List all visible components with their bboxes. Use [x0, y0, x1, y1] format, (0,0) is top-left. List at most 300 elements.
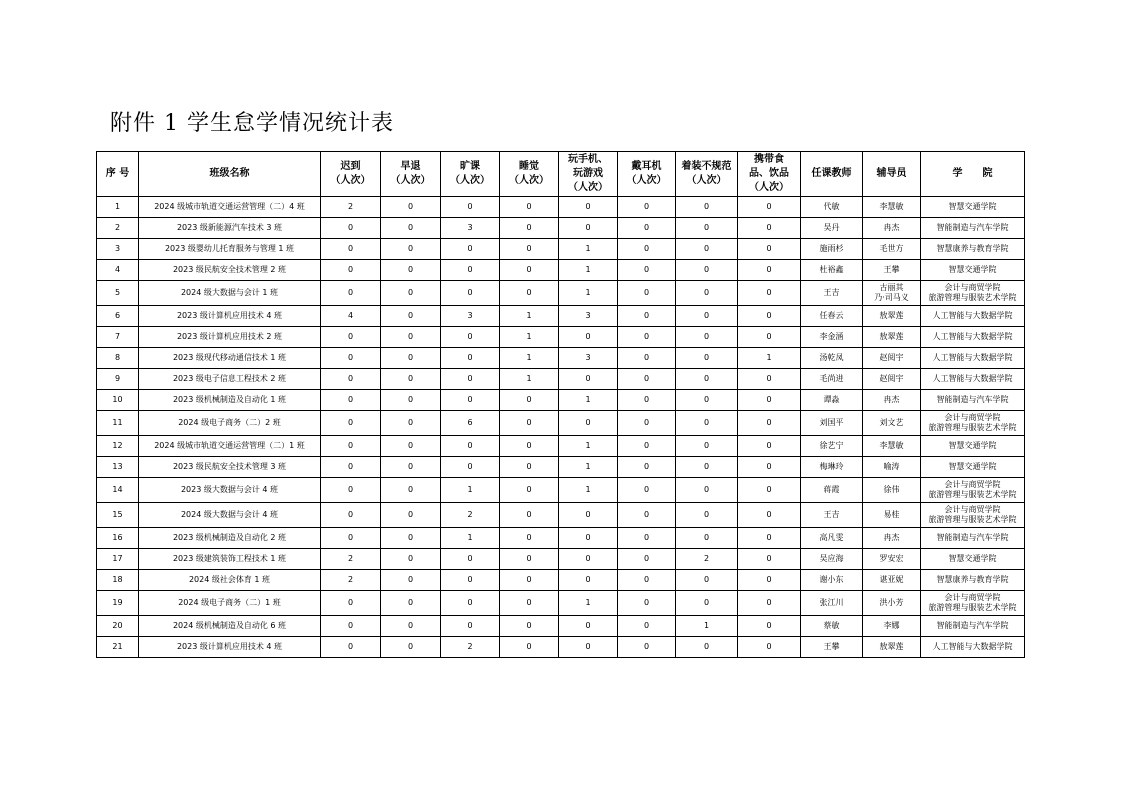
- cell-earphones: 0: [618, 239, 676, 260]
- cell-counselor-line: 李娜: [883, 621, 900, 630]
- cell-teacher-line: 谢小东: [819, 575, 844, 584]
- cell-dress-code: 0: [676, 591, 738, 616]
- col-header-dress-code: [676, 152, 738, 197]
- cell-food-drink: 0: [738, 218, 801, 239]
- cell-college-line: 人工智能与大数据学院: [932, 353, 1013, 362]
- cell-earphones: 0: [618, 457, 676, 478]
- cell-counselor-line: 敖翠莲: [879, 642, 904, 651]
- cell-earphones: 0: [618, 591, 676, 616]
- cell-counselor: [863, 637, 921, 658]
- cell-sleeping: 1: [500, 348, 559, 369]
- cell-counselor-line: 古丽其: [879, 283, 904, 292]
- cell-food-drink: 0: [738, 436, 801, 457]
- col-header-sleeping: [500, 152, 559, 197]
- header-text: 携带食: [754, 154, 784, 165]
- col-header-teacher: [801, 152, 863, 197]
- cell-earphones: 0: [618, 436, 676, 457]
- cell-food-drink: 0: [738, 637, 801, 658]
- cell-college: [921, 616, 1025, 637]
- cell-sleeping: 0: [500, 281, 559, 306]
- cell-college: [921, 197, 1025, 218]
- header-text: （人次）: [509, 175, 549, 186]
- cell-college: [921, 306, 1025, 327]
- cell-college: [921, 411, 1025, 436]
- cell-class-name: 2023 级计算机应用技术 4 班: [139, 637, 321, 658]
- cell-class-name: 2023 级建筑装饰工程技术 1 班: [139, 549, 321, 570]
- cell-truancy: 0: [441, 348, 500, 369]
- cell-teacher: [801, 218, 863, 239]
- cell-phone-games: 1: [559, 457, 618, 478]
- cell-truancy: 3: [441, 218, 500, 239]
- cell-sleeping: 0: [500, 260, 559, 281]
- cell-food-drink: 0: [738, 281, 801, 306]
- cell-no: 15: [97, 503, 139, 528]
- cell-counselor-line: 李慧敏: [879, 202, 904, 211]
- cell-truancy: 0: [441, 616, 500, 637]
- cell-phone-games: 0: [559, 503, 618, 528]
- cell-teacher-line: 毛尚进: [819, 374, 844, 383]
- cell-sleeping: 0: [500, 218, 559, 239]
- cell-sleeping: 0: [500, 591, 559, 616]
- cell-college: [921, 591, 1025, 616]
- cell-teacher: [801, 306, 863, 327]
- cell-dress-code: 0: [676, 390, 738, 411]
- cell-teacher: [801, 570, 863, 591]
- table-row: [97, 218, 1025, 239]
- cell-earphones: 0: [618, 411, 676, 436]
- cell-teacher: [801, 369, 863, 390]
- cell-truancy: 0: [441, 457, 500, 478]
- cell-no: 21: [97, 637, 139, 658]
- cell-phone-games: 0: [559, 549, 618, 570]
- cell-counselor-line: 赵阅宇: [879, 374, 904, 383]
- cell-college-line: 智能制造与汽车学院: [936, 223, 1009, 232]
- cell-sleeping: 0: [500, 478, 559, 503]
- cell-earphones: 0: [618, 369, 676, 390]
- cell-college-line: 会计与商贸学院: [944, 480, 1001, 489]
- cell-phone-games: 0: [559, 218, 618, 239]
- cell-college-line: 智能制造与汽车学院: [936, 621, 1009, 630]
- cell-counselor: [863, 591, 921, 616]
- cell-dress-code: 0: [676, 637, 738, 658]
- header-text: 辅导员: [876, 168, 907, 179]
- col-header-earphones: [618, 152, 676, 197]
- table-row: [97, 436, 1025, 457]
- cell-class-name: 2023 级机械制造及自动化 1 班: [139, 390, 321, 411]
- cell-truancy: 1: [441, 528, 500, 549]
- table-row: [97, 637, 1025, 658]
- cell-teacher: [801, 197, 863, 218]
- cell-teacher-line: 张江川: [819, 598, 844, 607]
- cell-truancy: 0: [441, 197, 500, 218]
- table-row: [97, 306, 1025, 327]
- cell-dress-code: 0: [676, 306, 738, 327]
- cell-college-line: 旅游管理与服装艺术学院: [928, 423, 1017, 432]
- table-row: [97, 570, 1025, 591]
- header-text: 品、饮品: [749, 168, 789, 179]
- cell-college-line: 旅游管理与服装艺术学院: [928, 603, 1017, 612]
- cell-phone-games: 0: [559, 411, 618, 436]
- cell-early-leave: 0: [381, 369, 441, 390]
- cell-college-line: 旅游管理与服装艺术学院: [928, 293, 1017, 302]
- table-row: [97, 348, 1025, 369]
- cell-phone-games: 1: [559, 478, 618, 503]
- cell-college-line: 会计与商贸学院: [944, 413, 1001, 422]
- cell-food-drink: 0: [738, 591, 801, 616]
- header-text: （人次）: [749, 182, 789, 193]
- cell-teacher-line: 代敏: [823, 202, 840, 211]
- cell-sleeping: 0: [500, 411, 559, 436]
- cell-phone-games: 0: [559, 637, 618, 658]
- cell-counselor: [863, 197, 921, 218]
- cell-teacher-line: 任春云: [819, 311, 844, 320]
- cell-truancy: 0: [441, 549, 500, 570]
- cell-late: 0: [321, 327, 381, 348]
- cell-college-line: 人工智能与大数据学院: [932, 642, 1013, 651]
- cell-class-name: 2023 级现代移动通信技术 1 班: [139, 348, 321, 369]
- cell-no: 4: [97, 260, 139, 281]
- cell-phone-games: 1: [559, 239, 618, 260]
- cell-early-leave: 0: [381, 218, 441, 239]
- cell-sleeping: 0: [500, 390, 559, 411]
- cell-no: 7: [97, 327, 139, 348]
- cell-late: 2: [321, 549, 381, 570]
- cell-earphones: 0: [618, 197, 676, 218]
- cell-counselor-line: 冉杰: [883, 395, 900, 404]
- cell-teacher: [801, 549, 863, 570]
- cell-college: [921, 348, 1025, 369]
- table-row: [97, 478, 1025, 503]
- cell-class-name: 2023 级计算机应用技术 4 班: [139, 306, 321, 327]
- header-text: 班级名称: [209, 168, 250, 179]
- cell-counselor: [863, 390, 921, 411]
- cell-college: [921, 528, 1025, 549]
- cell-sleeping: 0: [500, 239, 559, 260]
- cell-phone-games: 1: [559, 281, 618, 306]
- cell-phone-games: 1: [559, 436, 618, 457]
- header-text: （人次）: [568, 182, 608, 193]
- cell-counselor: [863, 457, 921, 478]
- cell-teacher: [801, 327, 863, 348]
- cell-college: [921, 239, 1025, 260]
- cell-college: [921, 457, 1025, 478]
- cell-early-leave: 0: [381, 436, 441, 457]
- cell-counselor-line: 刘文艺: [879, 418, 904, 427]
- cell-late: 0: [321, 411, 381, 436]
- cell-counselor: [863, 549, 921, 570]
- cell-counselor-line: 罗安宏: [879, 554, 904, 563]
- cell-no: 2: [97, 218, 139, 239]
- cell-late: 2: [321, 197, 381, 218]
- header-text: 睡觉: [519, 161, 539, 172]
- cell-earphones: 0: [618, 281, 676, 306]
- cell-dress-code: 0: [676, 369, 738, 390]
- cell-teacher-line: 王攀: [823, 642, 840, 651]
- table-row: [97, 528, 1025, 549]
- cell-college-line: 智慧交通学院: [948, 441, 997, 450]
- cell-truancy: 0: [441, 239, 500, 260]
- cell-teacher: [801, 348, 863, 369]
- cell-food-drink: 0: [738, 570, 801, 591]
- cell-teacher-line: 徐艺宁: [819, 441, 844, 450]
- header-text: 迟到: [340, 161, 361, 172]
- cell-early-leave: 0: [381, 197, 441, 218]
- cell-early-leave: 0: [381, 616, 441, 637]
- cell-food-drink: 1: [738, 348, 801, 369]
- cell-no: 10: [97, 390, 139, 411]
- cell-college-line: 智慧交通学院: [948, 554, 997, 563]
- cell-college-line: 会计与商贸学院: [944, 283, 1001, 292]
- cell-teacher-line: 吴应海: [819, 554, 844, 563]
- cell-food-drink: 0: [738, 239, 801, 260]
- cell-earphones: 0: [618, 570, 676, 591]
- cell-college-line: 智慧康养与教育学院: [936, 575, 1009, 584]
- cell-class-name: 2023 级民航安全技术管理 3 班: [139, 457, 321, 478]
- cell-counselor: [863, 218, 921, 239]
- cell-counselor: [863, 260, 921, 281]
- header-text: 学 院: [952, 168, 993, 179]
- cell-class-name: 2024 级电子商务（二）2 班: [139, 411, 321, 436]
- cell-truancy: 0: [441, 260, 500, 281]
- cell-truancy: 2: [441, 637, 500, 658]
- cell-college: [921, 390, 1025, 411]
- cell-food-drink: 0: [738, 616, 801, 637]
- cell-teacher: [801, 260, 863, 281]
- cell-late: 0: [321, 239, 381, 260]
- cell-teacher-line: 王吉: [823, 510, 840, 519]
- cell-counselor-line: 冉杰: [883, 223, 900, 232]
- cell-phone-games: 1: [559, 390, 618, 411]
- cell-counselor: [863, 616, 921, 637]
- cell-class-name: 2023 级新能源汽车技术 3 班: [139, 218, 321, 239]
- cell-teacher: [801, 411, 863, 436]
- cell-teacher-line: 汤乾凤: [819, 353, 844, 362]
- cell-counselor-line: 乃·司马义: [874, 293, 909, 302]
- cell-no: 6: [97, 306, 139, 327]
- cell-sleeping: 0: [500, 197, 559, 218]
- cell-class-name: 2024 级机械制造及自动化 6 班: [139, 616, 321, 637]
- cell-phone-games: 0: [559, 616, 618, 637]
- page-title: 附件 1 学生怠学情况统计表: [110, 111, 394, 136]
- cell-late: 0: [321, 616, 381, 637]
- cell-late: 2: [321, 570, 381, 591]
- cell-teacher: [801, 637, 863, 658]
- cell-phone-games: 3: [559, 306, 618, 327]
- cell-teacher: [801, 503, 863, 528]
- cell-earphones: 0: [618, 348, 676, 369]
- cell-college-line: 智慧交通学院: [948, 462, 997, 471]
- cell-dress-code: 0: [676, 260, 738, 281]
- table-row: [97, 457, 1025, 478]
- cell-dress-code: 0: [676, 503, 738, 528]
- cell-dress-code: 0: [676, 411, 738, 436]
- cell-early-leave: 0: [381, 348, 441, 369]
- table-row: [97, 616, 1025, 637]
- cell-teacher-line: 高凡雯: [819, 533, 844, 542]
- cell-counselor-line: 赵阅宇: [879, 353, 904, 362]
- col-header-late: [321, 152, 381, 197]
- cell-earphones: 0: [618, 616, 676, 637]
- cell-college: [921, 478, 1025, 503]
- col-header-college: [921, 152, 1025, 197]
- cell-counselor: [863, 348, 921, 369]
- cell-teacher-line: 杜裕鑫: [819, 265, 844, 274]
- cell-dress-code: 0: [676, 197, 738, 218]
- cell-teacher: [801, 390, 863, 411]
- cell-earphones: 0: [618, 327, 676, 348]
- cell-teacher: [801, 239, 863, 260]
- cell-counselor: [863, 239, 921, 260]
- cell-college-line: 会计与商贸学院: [944, 505, 1001, 514]
- cell-class-name: 2024 级城市轨道交通运营管理（二）4 班: [139, 197, 321, 218]
- cell-earphones: 0: [618, 549, 676, 570]
- cell-teacher-line: 施雨杉: [819, 244, 844, 253]
- cell-counselor-line: 敖翠莲: [879, 311, 904, 320]
- table-header-row: [97, 152, 1025, 197]
- header-text: （人次）: [450, 175, 490, 186]
- cell-dress-code: 0: [676, 348, 738, 369]
- col-header-early-leave: [381, 152, 441, 197]
- cell-early-leave: 0: [381, 239, 441, 260]
- cell-food-drink: 0: [738, 390, 801, 411]
- cell-counselor-line: 洪小芳: [879, 598, 904, 607]
- cell-counselor-line: 毛世方: [879, 244, 904, 253]
- cell-truancy: 0: [441, 390, 500, 411]
- cell-college: [921, 369, 1025, 390]
- cell-early-leave: 0: [381, 281, 441, 306]
- cell-late: 0: [321, 369, 381, 390]
- cell-late: 0: [321, 637, 381, 658]
- cell-late: 0: [321, 503, 381, 528]
- cell-food-drink: 0: [738, 306, 801, 327]
- cell-earphones: 0: [618, 528, 676, 549]
- cell-college-line: 智慧康养与教育学院: [936, 244, 1009, 253]
- cell-class-name: 2023 级婴幼儿托育服务与管理 1 班: [139, 239, 321, 260]
- cell-no: 16: [97, 528, 139, 549]
- cell-class-name: 2023 级机械制造及自动化 2 班: [139, 528, 321, 549]
- cell-food-drink: 0: [738, 503, 801, 528]
- statistics-table: [96, 151, 1025, 658]
- cell-teacher-line: 李金涵: [819, 332, 844, 341]
- table-row: [97, 503, 1025, 528]
- table-row: [97, 260, 1025, 281]
- cell-late: 4: [321, 306, 381, 327]
- cell-early-leave: 0: [381, 570, 441, 591]
- cell-no: 5: [97, 281, 139, 306]
- cell-earphones: 0: [618, 637, 676, 658]
- header-text: （人次）: [330, 175, 371, 186]
- cell-teacher-line: 梅琳玲: [819, 462, 844, 471]
- cell-late: 0: [321, 390, 381, 411]
- cell-truancy: 2: [441, 503, 500, 528]
- cell-class-name: 2024 级社会体育 1 班: [139, 570, 321, 591]
- cell-college-line: 智慧交通学院: [948, 265, 997, 274]
- cell-college: [921, 218, 1025, 239]
- cell-sleeping: 0: [500, 528, 559, 549]
- cell-early-leave: 0: [381, 457, 441, 478]
- cell-dress-code: 0: [676, 528, 738, 549]
- cell-truancy: 0: [441, 570, 500, 591]
- cell-sleeping: 0: [500, 436, 559, 457]
- cell-college-line: 智慧交通学院: [948, 202, 997, 211]
- cell-counselor: [863, 570, 921, 591]
- col-header-class: [139, 152, 321, 197]
- cell-truancy: 0: [441, 369, 500, 390]
- cell-teacher: [801, 457, 863, 478]
- cell-dress-code: 0: [676, 239, 738, 260]
- cell-phone-games: 0: [559, 327, 618, 348]
- cell-food-drink: 0: [738, 197, 801, 218]
- cell-early-leave: 0: [381, 411, 441, 436]
- cell-late: 0: [321, 348, 381, 369]
- cell-counselor: [863, 478, 921, 503]
- cell-counselor: [863, 369, 921, 390]
- cell-late: 0: [321, 478, 381, 503]
- cell-early-leave: 0: [381, 327, 441, 348]
- cell-counselor: [863, 528, 921, 549]
- cell-class-name: 2023 级电子信息工程技术 2 班: [139, 369, 321, 390]
- cell-teacher: [801, 478, 863, 503]
- cell-late: 0: [321, 591, 381, 616]
- cell-college: [921, 436, 1025, 457]
- col-header-counselor: [863, 152, 921, 197]
- cell-early-leave: 0: [381, 478, 441, 503]
- cell-early-leave: 0: [381, 528, 441, 549]
- cell-college-line: 会计与商贸学院: [944, 593, 1001, 602]
- cell-college: [921, 637, 1025, 658]
- cell-college-line: 智能制造与汽车学院: [936, 395, 1009, 404]
- header-text: （人次）: [626, 175, 667, 186]
- cell-college-line: 旅游管理与服装艺术学院: [928, 490, 1017, 499]
- cell-food-drink: 0: [738, 411, 801, 436]
- cell-teacher-line: 谭淼: [823, 395, 840, 404]
- header-text: 序 号: [105, 168, 130, 179]
- cell-counselor-line: 谌亚妮: [879, 575, 904, 584]
- cell-counselor: [863, 411, 921, 436]
- cell-dress-code: 2: [676, 549, 738, 570]
- cell-teacher-line: 王吉: [823, 288, 840, 297]
- cell-early-leave: 0: [381, 306, 441, 327]
- cell-counselor-line: 冉杰: [883, 533, 900, 542]
- cell-no: 18: [97, 570, 139, 591]
- cell-truancy: 0: [441, 281, 500, 306]
- col-header-phone-games: [559, 152, 618, 197]
- cell-college: [921, 260, 1025, 281]
- cell-counselor-line: 王攀: [883, 265, 900, 274]
- cell-counselor-line: 易桂: [883, 510, 900, 519]
- table-body: [97, 197, 1025, 658]
- cell-no: 19: [97, 591, 139, 616]
- cell-phone-games: 1: [559, 260, 618, 281]
- cell-phone-games: 3: [559, 348, 618, 369]
- cell-late: 0: [321, 260, 381, 281]
- col-header-truancy: [441, 152, 500, 197]
- cell-sleeping: 0: [500, 570, 559, 591]
- cell-dress-code: 0: [676, 436, 738, 457]
- cell-sleeping: 0: [500, 503, 559, 528]
- cell-teacher: [801, 528, 863, 549]
- table-row: [97, 327, 1025, 348]
- cell-no: 17: [97, 549, 139, 570]
- header-text: （人次）: [390, 175, 431, 186]
- cell-counselor-line: 敖翠莲: [879, 332, 904, 341]
- cell-food-drink: 0: [738, 549, 801, 570]
- cell-sleeping: 1: [500, 306, 559, 327]
- cell-counselor: [863, 503, 921, 528]
- cell-teacher: [801, 281, 863, 306]
- cell-food-drink: 0: [738, 457, 801, 478]
- cell-counselor: [863, 436, 921, 457]
